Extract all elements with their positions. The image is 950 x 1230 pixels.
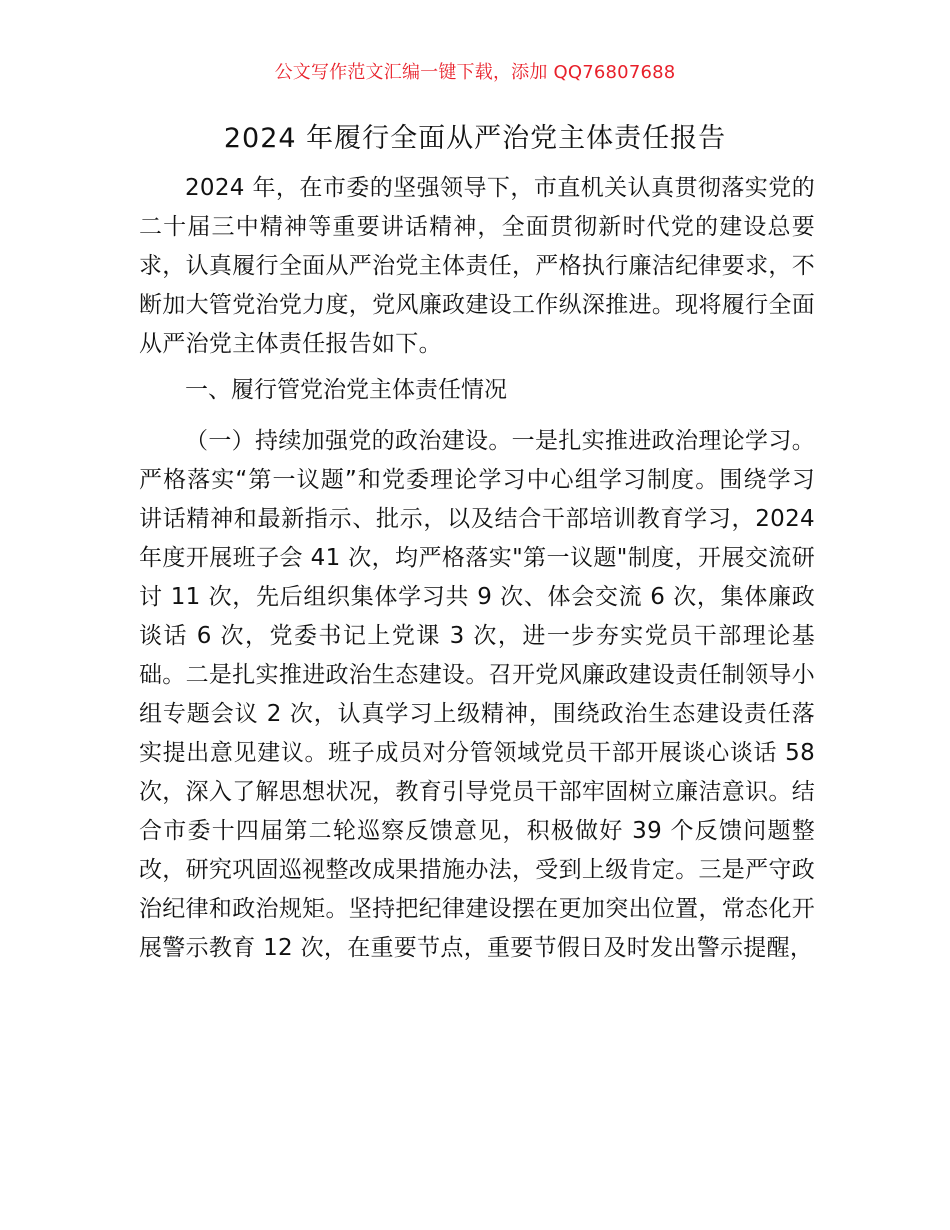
document-title: 2024 年履行全面从严治党主体责任报告 xyxy=(223,123,727,154)
body-paragraph: （一）持续加强党的政治建设。一是扎实推进政治理论学习。严格落实“第一议题”和党委理论学习中心组学习制度。围绕学习讲话精神和最新指示、批示，以及结合干部培训教育学习，2024 年度开展班子会 41 次，均严格落实"第一议题"制度，开展交流研讨 11 次，先后组织集体学习共 9 次、体会交流 6 次，集体廉政谈话 6 次，党委书记上党课 3 次，进一步夯实党员干部理论基础。二是扎实推进政治生态建设。召开党风廉政建设责任制领导小组专题会议 2 次，认真学习上级精神，围绕政治生态建设责任落实提出意见建议。班子成员对分管领域党员干部开展谈心谈话 58 次，深入了解思想状况，教育引导党员干部牢固树立廉洁意识。结合市委十四届第二轮巡察反馈意见，积极做好 39 个反馈问题整改，研究巩固巡视整改成果措施办法，受到上级肯定。三是严守政治纪律和政治规矩。坚持把纪律建设摆在更加突出位置，常态化开展警示教育 12 次，在重要节点，重要节假日及时发出警示提醒， xyxy=(139,428,815,961)
download-promo-note: 公文写作范文汇编一键下载，添加 QQ76807688 xyxy=(274,62,676,83)
intro-paragraph: 2024 年，在市委的坚强领导下，市直机关认真贯彻落实党的二十届三中精神等重要讲话精神，全面贯彻新时代党的建设总要求，认真履行全面从严治党主体责任，严格执行廉洁纪律要求，不断加大管党治党力度，党风廉政建设工作纵深推进。现将履行全面从严治党主体责任报告如下。 xyxy=(139,175,815,357)
section-heading: 一、履行管党治党主体责任情况 xyxy=(185,377,507,403)
document-body xyxy=(139,169,815,968)
